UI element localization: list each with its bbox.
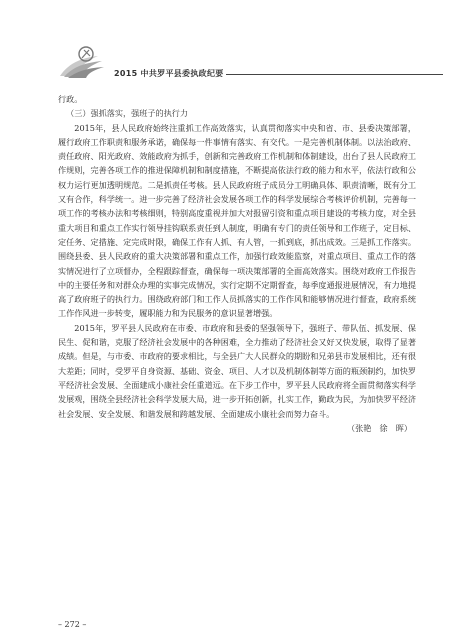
continuation-text: 行政。 [58, 94, 83, 104]
page-header [58, 44, 443, 80]
header-rule [226, 74, 443, 75]
page-number: – 272 – [58, 620, 87, 629]
paragraph-2: 2015年，罗平县人民政府在市委、市政府和县委的坚强领导下，强班子、带队伍、抓发展、保民生、促和谐，克服了经济社会发展中的各种困难，全力推动了经济社会又好又快发展，取得了显著成绩。但是，与市委、市政府的要求相比，与全县广大人民群众的期盼和兄弟县市发展相比，还有很大差距；同时，受罗平自身资源、基础、资金、项目、人才以及机制体制等方面的瓶颈制约，加快罗平经济社会发展、全面建成小康社会任重道远。在下步工作中，罗平县人民政府将全面贯彻落实科学发展观，围绕全县经济社会科学发展大局，进一步开拓创新，扎实工作，勤政为民，为加快罗平经济社会发展、安全发展、和谐发展和跨越发展、全面建成小康社会而努力奋斗。 [58, 322, 416, 419]
running-header-title: 2015 中共罗平县委执政纪要 [114, 69, 224, 78]
document-body [58, 92, 416, 435]
paragraph-1: 2015年，县人民政府始终注重抓工作高效落实，认真贯彻落实中央和省、市、县委决策部署，履行政府工作职责和服务承诺，确保每一件事情有落实、有交代。一是完善机制体制。以法治政府、责任政府、阳光政府、效能政府为抓手，创新和完善政府工作机制和体制建设，出台了县人民政府工作规则，完善各项工作的推进保障机制和制度措施，不断提高依法行政的能力和水平，依法行政和公权力运行更加透明规范。二是抓责任考核。县人民政府班子成员分工明确具体、职责清晰，既有分工又有合作，科学统一。进一步完善了经济社会发展各项工作的科学发展综合考核评价机制，完善每一项工作的考核办法和考核细则，特别高度重视并加大对报留引资和重点项目建设的考核力度，对全县重大项目和重点工作实行领导挂钩联系责任到人制度，明确有专门的责任领导和工作班子，定目标、定任务、定措施、定完成时限，确保工作有人抓、有人管，一抓到底，抓出成效。三是抓工作落实。围绕县委、县人民政府的重大决策部署和重点工作，加强行政效能监察，对重点项目、重点工作的落实情况进行了立项督办，全程跟踪督查，确保每一项决策部署的全面高效落实。围绕对政府工作报告中的主要任务和对群众办理的实事完成情况，实行定期不定期督查，每季度通报进展情况，有力地提高了政府班子的执行力。围绕政府部门和工作人员抓落实的工作作风和能够情况进行督查，政府系统工作作风进一步转变，履职能力和为民服务的意识显著增强。 [58, 122, 416, 319]
party-emblem-logo [58, 44, 106, 80]
author-signature: （张艳 徐 晖） [346, 422, 412, 433]
section-heading: （三）强抓落实，强班子的执行力 [66, 108, 189, 119]
